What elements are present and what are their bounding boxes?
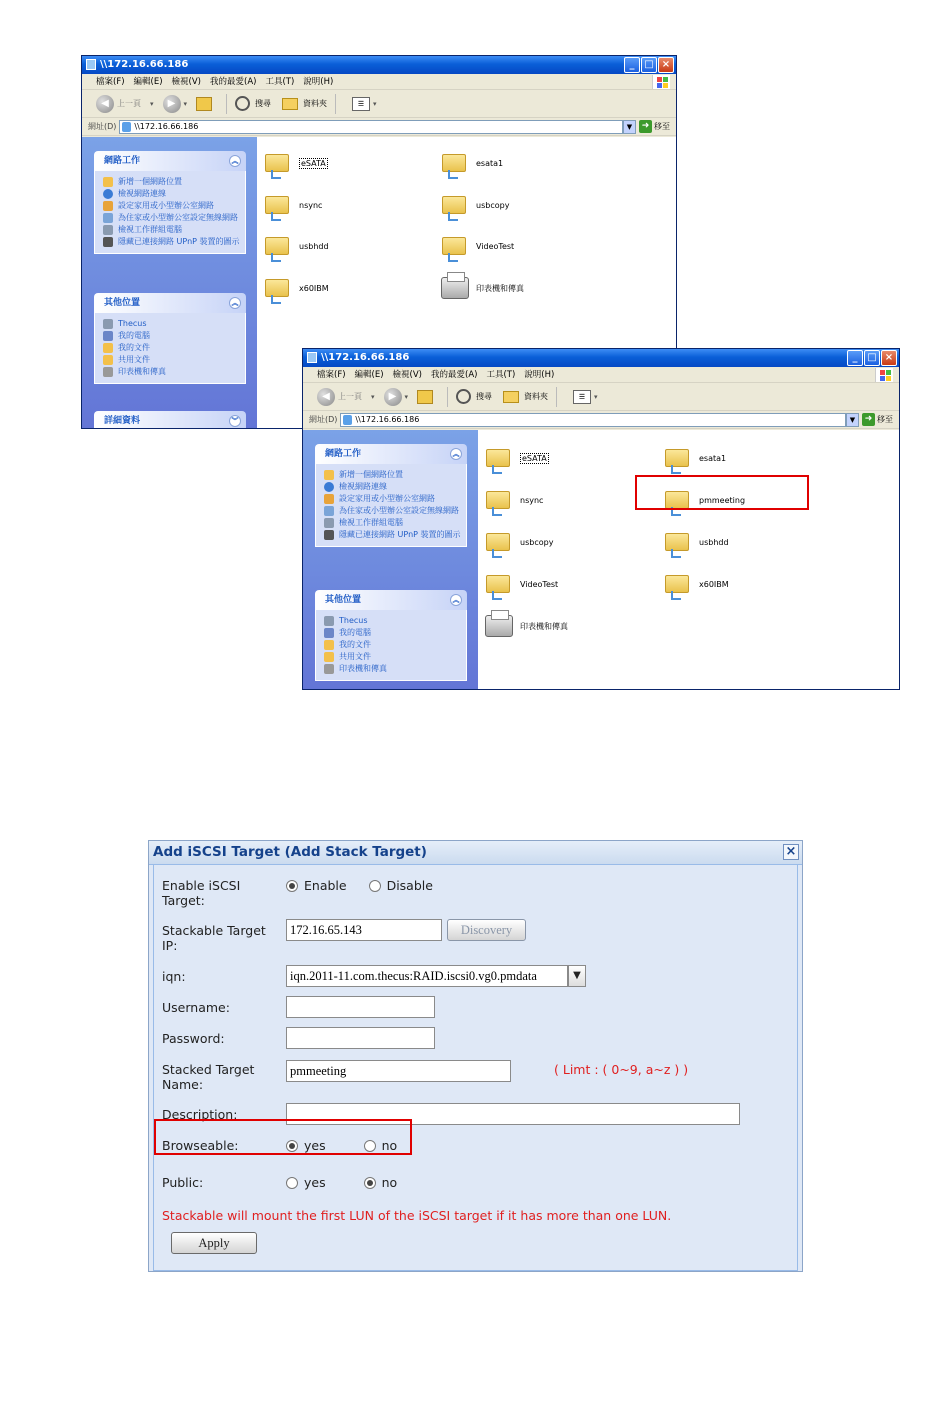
folders-button-label[interactable]: 資料夾 [303,99,328,108]
network-drive-icon [122,122,131,132]
share-item[interactable]: eSATA [484,440,549,476]
network-folder-icon [263,271,293,305]
share-item[interactable]: x60IBM [663,566,729,602]
folder-up-icon[interactable] [196,97,212,111]
browseable-no-radio[interactable]: no [364,1138,398,1153]
chevron-down-icon[interactable]: ▼ [568,965,586,987]
dialog-title: Add iSCSI Target (Add Stack Target) × [149,841,802,865]
go-button-label[interactable]: 移至 [654,122,670,131]
go-arrow-icon[interactable]: ➜ [639,120,652,133]
maximize-button[interactable]: □ [864,350,880,366]
task-hide-upnp[interactable]: 隱藏已連接網路 UPnP 裝置的圖示 [103,237,245,247]
task-view-workgroup[interactable]: 檢視工作群組電腦 [324,518,466,528]
discovery-button[interactable]: Discovery [447,919,526,941]
task-view-connections[interactable]: 檢視網路連線 [324,482,466,492]
forward-arrow-icon[interactable]: ▶ [384,388,402,406]
chevron-down-icon[interactable]: ▾ [594,392,598,401]
iqn-row [162,969,789,993]
dialog-body [153,865,798,1271]
menu-favorites[interactable]: 我的最愛(A) [431,370,478,380]
title-bar[interactable] [82,56,676,74]
task-hide-upnp[interactable]: 隱藏已連接網路 UPnP 裝置的圖示 [324,530,466,540]
chevron-down-icon[interactable]: ▾ [373,99,377,108]
search-button-label[interactable]: 搜尋 [255,99,272,108]
share-item[interactable]: VideoTest [484,566,558,602]
share-item[interactable]: usbhdd [663,524,729,560]
place-printers[interactable]: 印表機和傳真 [103,367,245,377]
other-places-panel [94,293,246,384]
place-my-computer[interactable]: 我的電腦 [324,628,466,638]
public-row [162,1175,789,1195]
task-view-connections[interactable]: 檢視網路連線 [103,189,245,199]
share-item[interactable]: esata1 [663,440,726,476]
menu-view[interactable]: 檢視(V) [392,370,422,380]
panel-header[interactable]: 網路工作 ︽ [94,151,246,171]
public-label: Public: [162,1175,204,1190]
expand-icon[interactable]: ︾ [229,415,241,427]
folder-icon [103,343,113,353]
task-pane [82,137,257,428]
panel-header[interactable]: 網路工作 ︽ [315,444,467,464]
task-add-network-place[interactable]: 新增一個網路位置 [103,177,245,187]
go-button-label[interactable]: 移至 [877,415,893,424]
details-panel [94,411,246,429]
menu-bar [82,74,676,90]
folders-button-label[interactable]: 資料夾 [524,392,549,401]
place-thecus[interactable]: Thecus [103,319,245,329]
menu-tools[interactable]: 工具(T) [486,370,516,380]
menu-file[interactable]: 檔案(F) [317,370,346,380]
network-folder-icon [663,441,693,475]
browseable-yes-radio[interactable]: yes [286,1138,326,1153]
place-my-documents[interactable]: 我的文件 [324,640,466,650]
address-label: 網址(D) [88,122,117,131]
share-item[interactable]: nsync [484,482,543,518]
share-item-pmmeeting[interactable]: pmmeeting [663,482,745,518]
disable-radio[interactable]: Disable [369,878,433,893]
target-ip-input[interactable]: 172.16.65.143 [286,919,442,941]
address-bar [82,118,676,136]
explorer-window-2 [302,348,900,690]
username-row [162,1000,789,1024]
computer-icon [103,331,113,341]
panel-header[interactable]: 其他位置 ︽ [94,293,246,313]
menu-help[interactable]: 說明(H) [524,370,555,380]
collapse-icon[interactable]: ︽ [450,594,462,606]
task-pane [303,430,478,689]
menu-edit[interactable]: 編輯(E) [354,370,384,380]
connections-icon [324,482,334,492]
menu-favorites[interactable]: 我的最愛(A) [210,77,257,87]
back-arrow-icon[interactable]: ◀ [96,95,114,113]
task-add-network-place[interactable]: 新增一個網路位置 [324,470,466,480]
search-icon[interactable] [235,96,250,111]
target-name-row [162,1062,789,1096]
upnp-icon [103,237,113,247]
network-folder-icon [263,229,293,263]
share-item[interactable]: VideoTest [440,228,514,264]
chevron-down-icon[interactable]: ▾ [371,392,375,401]
close-icon[interactable]: × [783,844,799,860]
password-input[interactable] [286,1027,435,1049]
highlight-box-browseable [154,1119,412,1155]
panel-header[interactable]: 其他位置 ︽ [315,590,467,610]
window-title: \\172.16.66.186 [100,59,189,70]
network-drive-icon [307,352,317,363]
folders-icon[interactable] [282,98,298,110]
address-dropdown-button[interactable]: ▼ [846,413,859,427]
wireless-icon [324,506,334,516]
password-row [162,1031,789,1055]
apply-button[interactable]: Apply [171,1232,257,1254]
collapse-icon[interactable]: ︽ [229,155,241,167]
address-dropdown-button[interactable]: ▼ [623,120,636,134]
menu-edit[interactable]: 編輯(E) [133,77,163,87]
views-icon[interactable]: ☰ [573,390,591,404]
collapse-icon[interactable]: ︽ [229,297,241,309]
go-arrow-icon[interactable]: ➜ [862,413,875,426]
back-arrow-icon[interactable]: ◀ [317,388,335,406]
public-radio-group [286,1175,415,1192]
menu-help[interactable]: 說明(H) [303,77,334,87]
target-name-input[interactable]: pmmeeting [286,1060,511,1082]
folder-icon [324,640,334,650]
target-name-label: Stacked Target Name: [162,1062,255,1092]
computer-icon [324,628,334,638]
maximize-button[interactable]: □ [641,57,657,73]
network-folder-icon [663,567,693,601]
username-label: Username: [162,1000,230,1015]
other-places-panel [315,590,467,681]
password-label: Password: [162,1031,225,1046]
close-button[interactable]: × [658,57,674,73]
menu-file[interactable]: 檔案(F) [96,77,125,87]
share-item[interactable]: esata1 [440,145,503,181]
menu-tools[interactable]: 工具(T) [265,77,295,87]
windows-logo-icon [652,75,670,89]
network-drive-icon [343,415,352,425]
back-button-label[interactable]: 上一頁 [117,99,141,108]
username-input[interactable] [286,996,435,1018]
place-shared-documents[interactable]: 共用文件 [324,652,466,662]
menu-bar [303,367,899,383]
add-place-icon [324,470,334,480]
chevron-down-icon[interactable]: ▾ [150,99,154,108]
target-ip-row [162,923,789,957]
folders-icon[interactable] [503,391,519,403]
share-item[interactable]: usbcopy [440,187,509,223]
address-bar [303,411,899,429]
address-input[interactable]: \\172.16.66.186 [340,413,846,427]
enable-radio[interactable]: Enable [286,878,347,893]
add-iscsi-target-dialog [148,840,803,1272]
folder-icon [103,355,113,365]
printers-item[interactable]: 印表機和傳真 [440,270,524,306]
network-folder-icon [484,483,514,517]
file-list [478,430,899,689]
network-folder-icon [663,525,693,559]
place-shared-documents[interactable]: 共用文件 [103,355,245,365]
network-folder-icon [440,146,470,180]
place-thecus[interactable]: Thecus [324,616,466,626]
enable-label: Enable iSCSI Target: [162,878,241,908]
network-folder-icon [484,441,514,475]
place-printers[interactable]: 印表機和傳真 [324,664,466,674]
iqn-label: iqn: [162,969,186,984]
network-tasks-panel [315,444,467,547]
target-ip-label: Stackable Target IP: [162,923,266,953]
place-my-computer[interactable]: 我的電腦 [103,331,245,341]
share-item[interactable]: eSATA [263,145,328,181]
place-my-documents[interactable]: 我的文件 [103,343,245,353]
network-folder-icon [484,567,514,601]
wireless-icon [103,213,113,223]
network-folder-icon [440,229,470,263]
close-button[interactable]: × [881,350,897,366]
task-setup-wireless[interactable]: 為住家或小型辦公室設定無線網路 [103,213,245,223]
share-item[interactable]: x60IBM [263,270,329,306]
search-button-label[interactable]: 搜尋 [476,392,493,401]
collapse-icon[interactable]: ︽ [450,448,462,460]
printer-icon [103,367,113,377]
window-title: \\172.16.66.186 [321,352,410,363]
folder-icon [324,652,334,662]
address-label: 網址(D) [309,415,338,424]
add-place-icon [103,177,113,187]
network-computer-icon [324,616,334,626]
stackable-warning: Stackable will mount the first LUN of the iSCSI target if it has more than one LUN. [162,1208,672,1223]
printer-icon [484,609,514,643]
title-bar[interactable] [303,349,899,367]
home-network-icon [103,201,113,211]
forward-arrow-icon[interactable]: ▶ [163,95,181,113]
menu-view[interactable]: 檢視(V) [171,77,201,87]
workgroup-icon [324,518,334,528]
printer-icon [324,664,334,674]
network-folder-icon [484,525,514,559]
task-setup-home-network[interactable]: 設定家用或小型辦公室網路 [103,201,245,211]
toolbar [82,90,676,118]
iqn-select[interactable]: iqn.2011-11.com.thecus:RAID.iscsi0.vg0.pmdata [286,965,568,987]
workgroup-icon [103,225,113,235]
chevron-down-icon[interactable]: ▾ [404,392,409,401]
network-folder-icon [263,188,293,222]
task-view-workgroup[interactable]: 檢視工作群組電腦 [103,225,245,235]
back-button-label[interactable]: 上一頁 [338,392,362,401]
highlight-box-pmmeeting [635,475,809,510]
share-item[interactable]: usbcopy [484,524,553,560]
windows-logo-icon [875,368,893,382]
panel-header[interactable]: 詳細資料 ︾ [94,411,246,429]
description-label: Description: [162,1107,238,1122]
chevron-down-icon[interactable]: ▾ [183,99,188,108]
folder-up-icon[interactable] [417,390,433,404]
task-setup-wireless[interactable]: 為住家或小型辦公室設定無線網路 [324,506,466,516]
minimize-button[interactable]: _ [624,57,640,73]
public-no-radio[interactable]: no [364,1175,398,1190]
network-drive-icon [86,59,96,70]
upnp-icon [324,530,334,540]
browseable-label: Browseable: [162,1138,239,1153]
enable-row [162,878,789,912]
network-computer-icon [103,319,113,329]
explorer-body [303,430,899,689]
minimize-button[interactable]: _ [847,350,863,366]
printer-icon [440,271,470,305]
network-folder-icon [440,188,470,222]
views-icon[interactable]: ☰ [352,97,370,111]
enable-radio-group [286,878,451,895]
limit-note: ( Limt : ( 0~9, a~z ) ) [554,1062,689,1077]
network-folder-icon [263,146,293,180]
share-item[interactable]: nsync [263,187,322,223]
address-input[interactable]: \\172.16.66.186 [119,120,623,134]
connections-icon [103,189,113,199]
share-item[interactable]: usbhdd [263,228,329,264]
task-setup-home-network[interactable]: 設定家用或小型辦公室網路 [324,494,466,504]
home-network-icon [324,494,334,504]
printers-item[interactable]: 印表機和傳真 [484,608,568,644]
search-icon[interactable] [456,389,471,404]
toolbar [303,383,899,411]
public-yes-radio[interactable]: yes [286,1175,326,1190]
network-tasks-panel [94,151,246,254]
